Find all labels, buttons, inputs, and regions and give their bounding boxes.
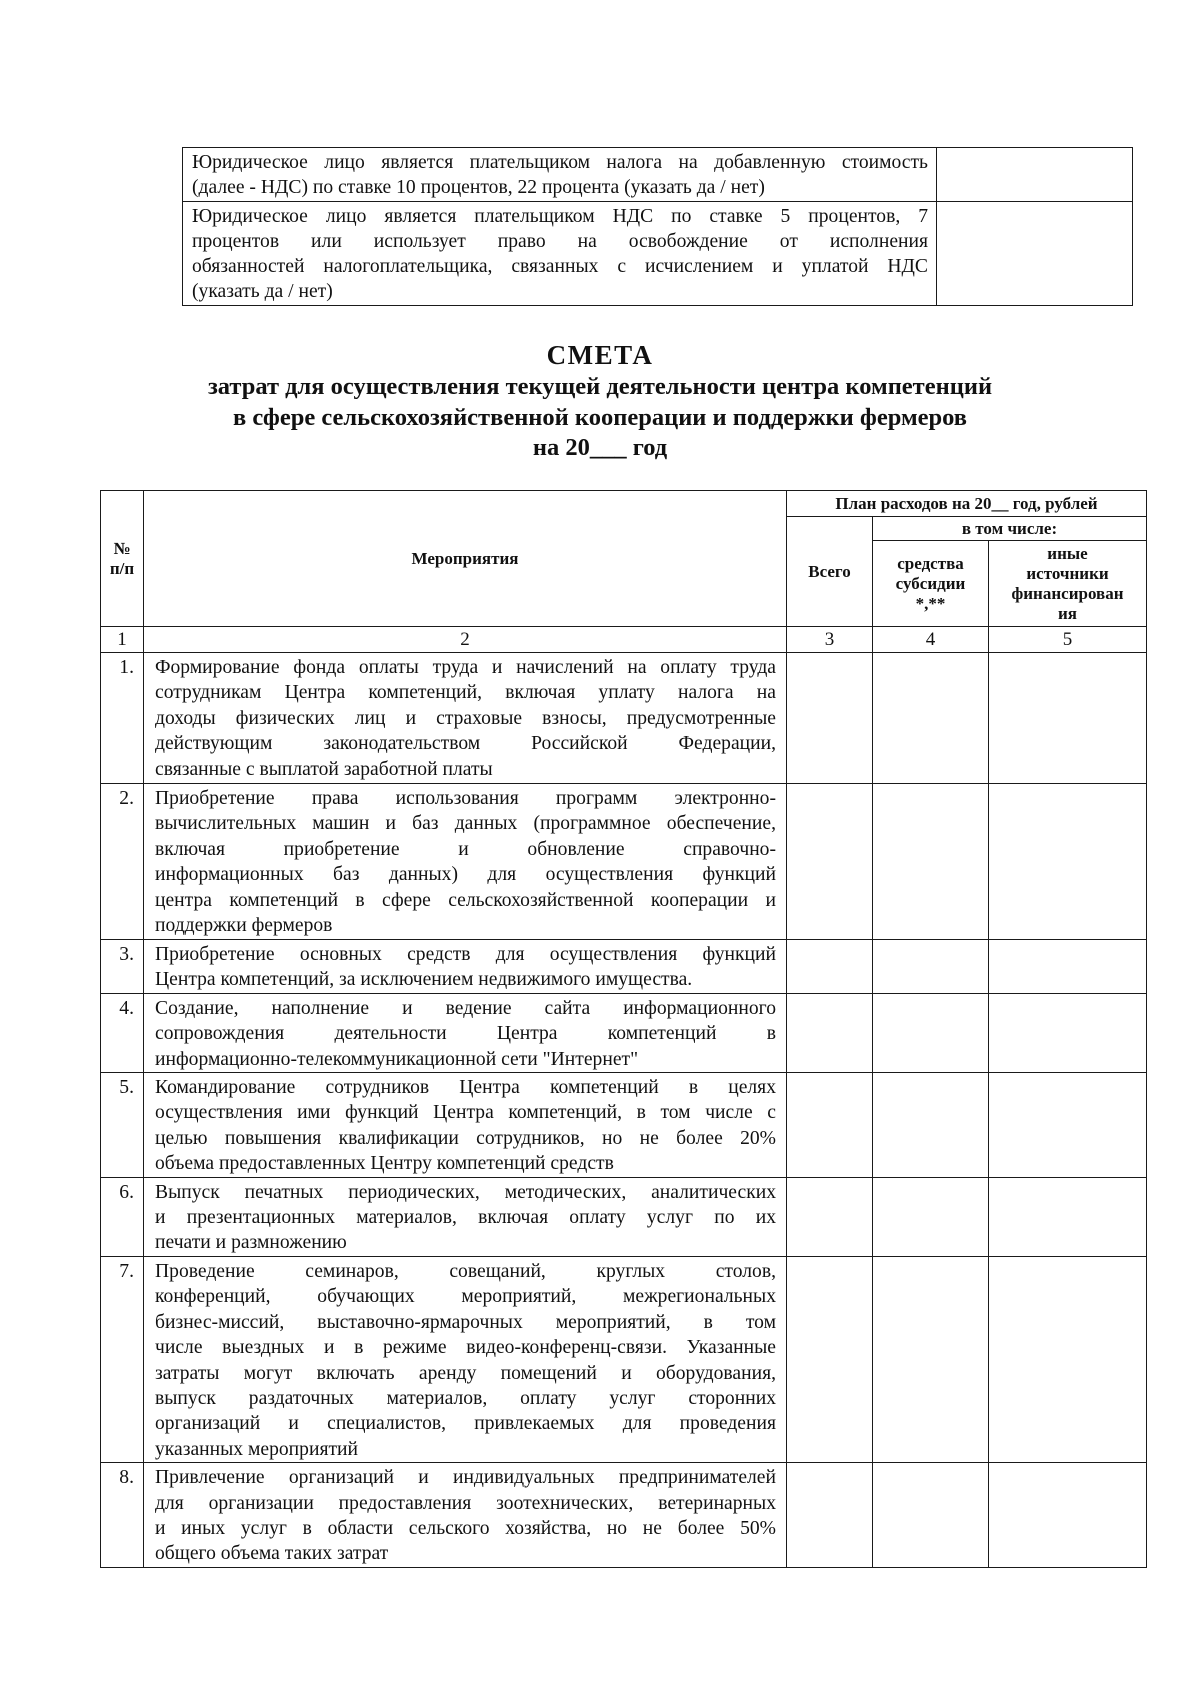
table-row <box>101 1073 1147 1178</box>
activity-description <box>144 1463 787 1568</box>
header-other-sources <box>989 541 1147 627</box>
vat-line: (далее - НДС) по ставке 10 процентов, 22 процента (указать да / нет) <box>192 177 765 198</box>
activity-line: Создание, наполнение и ведение сайта информационного <box>155 997 776 1019</box>
amount-other-sources-cell[interactable] <box>989 940 1147 994</box>
table-row <box>101 993 1147 1072</box>
activity-description <box>144 940 787 994</box>
table-row <box>101 784 1147 940</box>
header-other-line: иные <box>1047 543 1088 563</box>
amount-subsidy-cell[interactable] <box>873 1177 989 1256</box>
vat-answer-1[interactable] <box>937 148 1133 202</box>
table-row <box>101 653 1147 784</box>
column-number: 5 <box>989 627 1147 653</box>
amount-subsidy-cell[interactable] <box>873 653 989 784</box>
row-number: 8. <box>101 1463 144 1568</box>
amount-other-sources-cell[interactable] <box>989 1073 1147 1178</box>
row-number: 1. <box>101 653 144 784</box>
amount-subsidy-cell[interactable] <box>873 993 989 1072</box>
activity-line: Проведение семинаров, совещаний, круглых столов, <box>155 1260 776 1282</box>
activity-line: Приобретение права использования программ электронно- <box>155 788 776 809</box>
table-row <box>101 1256 1147 1462</box>
activity-description <box>144 993 787 1072</box>
header-including: в том числе: <box>873 517 1147 541</box>
activity-description <box>144 1073 787 1178</box>
activity-description <box>144 784 787 940</box>
vat-line: обязанностей налогоплательщика, связанных с исчислением и уплатой НДС <box>192 256 928 277</box>
document-title: СМЕТА <box>546 340 654 370</box>
expense-estimate-table <box>100 490 1147 1568</box>
vat-row-2 <box>183 202 1133 306</box>
column-number: 2 <box>144 627 787 653</box>
header-other-line: ия <box>1058 603 1077 623</box>
amount-subsidy-cell[interactable] <box>873 784 989 940</box>
activity-line: доходы физических лиц и страховые взносы, предусмотренные <box>155 707 776 729</box>
amount-total-cell[interactable] <box>787 1463 873 1568</box>
header-subsidy-line: средства <box>897 553 964 573</box>
activity-line: указанных мероприятий <box>155 1438 358 1460</box>
activity-line: сотрудникам Центра компетенций, включая уплату налога на <box>155 682 776 704</box>
activity-line: затраты могут включать аренду помещений и оборудования, <box>155 1362 776 1384</box>
document-subtitle-line-3: на 20___ год <box>532 434 668 461</box>
activity-line: поддержки фермеров <box>155 915 333 937</box>
header-plan: План расходов на 20__ год, рублей <box>787 491 1147 517</box>
header-other-line: финансирован <box>1011 583 1124 603</box>
header-row-1 <box>101 491 1147 517</box>
table-row <box>101 940 1147 994</box>
activity-description <box>144 653 787 784</box>
amount-other-sources-cell[interactable] <box>989 653 1147 784</box>
column-number-row <box>101 627 1147 653</box>
activity-line: целью повышения квалификации сотрудников, но не более 20% <box>155 1127 776 1149</box>
table-row <box>101 1463 1147 1568</box>
vat-line: процентов или использует право на освобождение от исполнения <box>192 231 928 252</box>
amount-other-sources-cell[interactable] <box>989 1256 1147 1462</box>
table-row <box>101 1177 1147 1256</box>
header-subsidy-line: *,** <box>915 593 946 613</box>
document-heading <box>0 338 1200 464</box>
estimate-rows <box>101 653 1147 1568</box>
vat-line: Юридическое лицо является плательщиком налога на добавленную стоимость <box>192 152 928 173</box>
amount-subsidy-cell[interactable] <box>873 1073 989 1178</box>
document-subtitle-line-1: затрат для осуществления текущей деятельности центра компетенций <box>207 373 993 400</box>
column-number: 3 <box>787 627 873 653</box>
activity-line: включая приобретение и обновление справочно- <box>155 838 776 860</box>
amount-subsidy-cell[interactable] <box>873 1463 989 1568</box>
row-number: 3. <box>101 940 144 994</box>
amount-total-cell[interactable] <box>787 1177 873 1256</box>
activity-line: сопровождения деятельности Центра компетенций в <box>155 1023 776 1045</box>
vat-line: (указать да / нет) <box>192 281 333 302</box>
amount-subsidy-cell[interactable] <box>873 1256 989 1462</box>
amount-other-sources-cell[interactable] <box>989 1177 1147 1256</box>
activity-line: центра компетенций в сфере сельскохозяйственной кооперации и <box>155 889 776 911</box>
vat-status-table <box>182 147 1133 306</box>
activity-description <box>144 1256 787 1462</box>
activity-line: выпуск раздаточных материалов, оплату услуг сторонних <box>155 1387 776 1409</box>
column-number: 4 <box>873 627 989 653</box>
activity-line: Выпуск печатных периодических, методических, аналитических <box>155 1181 776 1203</box>
vat-row-1 <box>183 148 1133 202</box>
row-number: 2. <box>101 784 144 940</box>
column-number: 1 <box>101 627 144 653</box>
activity-line: Центра компетенций, за исключением недвижимого имущества. <box>155 969 693 991</box>
header-other-line: источники <box>1026 563 1109 583</box>
vat-line: Юридическое лицо является плательщиком НДС по ставке 5 процентов, 7 <box>192 206 928 227</box>
header-subsidy <box>873 541 989 627</box>
amount-total-cell[interactable] <box>787 1073 873 1178</box>
activity-line: связанные с выплатой заработной платы <box>155 758 493 780</box>
row-number: 5. <box>101 1073 144 1178</box>
activity-line: осуществления ими функций Центра компетенций, в том числе с <box>155 1102 776 1124</box>
activity-line: общего объема таких затрат <box>155 1543 389 1565</box>
activity-line: бизнес-миссий, выставочно-ярмарочных мероприятий, в том <box>155 1311 776 1333</box>
activity-line: для организации предоставления зоотехнических, ветеринарных <box>155 1492 776 1514</box>
header-activities: Мероприятия <box>144 491 787 627</box>
row-number: 6. <box>101 1177 144 1256</box>
activity-line: действующим законодательством Российской Федерации, <box>155 733 776 755</box>
amount-subsidy-cell[interactable] <box>873 940 989 994</box>
amount-total-cell[interactable] <box>787 784 873 940</box>
amount-total-cell[interactable] <box>787 1256 873 1462</box>
document-subtitle-line-2: в сфере сельскохозяйственной кооперации и поддержки фермеров <box>232 403 968 431</box>
amount-other-sources-cell[interactable] <box>989 993 1147 1072</box>
activity-line: и иных услуг в области сельского хозяйства, но не более 50% <box>155 1517 776 1539</box>
amount-total-cell[interactable] <box>787 940 873 994</box>
activity-line: информационно-телекоммуникационной сети "Интернет" <box>155 1048 639 1070</box>
activity-line: объема предоставленных Центру компетенций средств <box>155 1153 614 1175</box>
amount-other-sources-cell[interactable] <box>989 1463 1147 1568</box>
activity-line: Формирование фонда оплаты труда и начислений на оплату труда <box>155 657 776 678</box>
vat-answer-2[interactable] <box>937 202 1133 306</box>
row-number: 7. <box>101 1256 144 1462</box>
activity-line: вычислительных машин и баз данных (программное обеспечение, <box>155 813 776 835</box>
header-num <box>101 491 144 627</box>
amount-total-cell[interactable] <box>787 653 873 784</box>
header-num-line: № <box>113 538 131 558</box>
activity-line: информационных баз данных) для осуществления функций <box>155 864 776 886</box>
activity-line: Привлечение организаций и индивидуальных предпринимателей <box>155 1467 776 1489</box>
activity-line: Командирование сотрудников Центра компетенций в целях <box>155 1077 776 1099</box>
activity-line: числе выездных и в режиме видео-конференц-связи. Указанные <box>155 1337 776 1359</box>
row-number: 4. <box>101 993 144 1072</box>
amount-total-cell[interactable] <box>787 993 873 1072</box>
header-num-line: п/п <box>109 558 135 578</box>
header-total: Всего <box>787 517 873 627</box>
header-subsidy-line: субсидии <box>895 573 966 593</box>
amount-other-sources-cell[interactable] <box>989 784 1147 940</box>
activity-line: организаций и специалистов, привлекаемых для проведения <box>155 1413 776 1435</box>
activity-line: и презентационных материалов, включая оплату услуг по их <box>155 1207 776 1229</box>
activity-line: Приобретение основных средств для осуществления функций <box>155 944 776 965</box>
activity-line: печати и размножению <box>155 1232 347 1254</box>
vat-question-1 <box>183 148 937 202</box>
vat-question-2 <box>183 202 937 306</box>
activity-description <box>144 1177 787 1256</box>
activity-line: конференций, обучающих мероприятий, межрегиональных <box>155 1286 776 1308</box>
